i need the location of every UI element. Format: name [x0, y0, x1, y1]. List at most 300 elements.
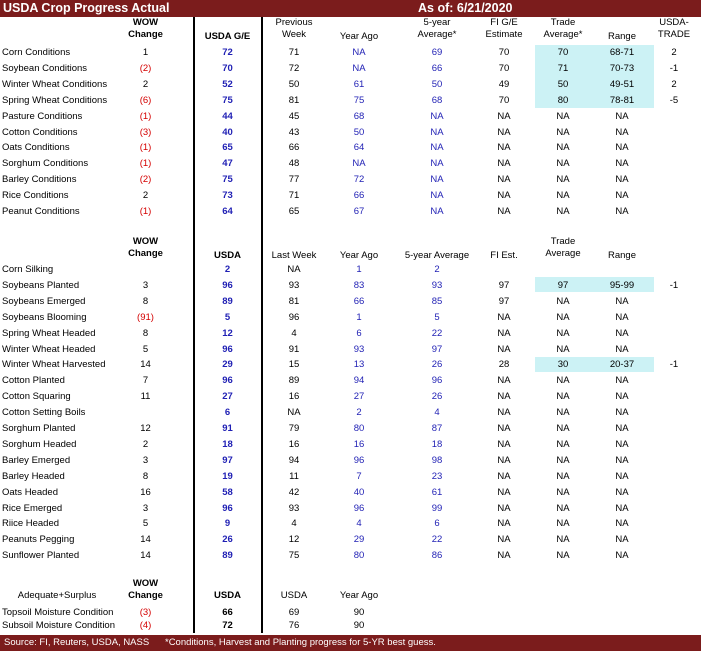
wow-change: 14 — [140, 359, 151, 370]
wow-change: 3 — [142, 455, 149, 466]
usda-actual: 73 — [222, 190, 233, 201]
usda-minus-trade — [652, 406, 696, 420]
usda-minus-trade — [652, 205, 696, 219]
wow-change: 14 — [140, 534, 151, 545]
year-ago: 27 — [353, 391, 365, 402]
usda-minus-trade — [652, 263, 696, 277]
year-ago: 96 — [353, 503, 365, 514]
usda-minus-trade — [652, 502, 696, 516]
s1-header-range — [591, 31, 653, 43]
fi-estimate: 70 — [498, 95, 510, 106]
trade-range: 49-51 — [609, 79, 635, 90]
trade-average: NA — [556, 471, 570, 482]
usda-minus-trade — [652, 517, 696, 531]
fi-estimate: 97 — [498, 296, 510, 307]
year-ago: 83 — [353, 280, 365, 291]
year-ago: 75 — [353, 95, 365, 106]
fi-estimate: NA — [497, 344, 511, 355]
usda-minus-trade — [652, 157, 696, 171]
fi-estimate: 97 — [498, 280, 510, 291]
row-label: Barley Headed — [2, 471, 65, 482]
wow-change: 16 — [140, 487, 151, 498]
trade-average: 70 — [557, 47, 569, 58]
usda-actual: 5 — [224, 312, 231, 323]
s1-header-prev-line: Week — [281, 29, 307, 40]
fi-estimate: NA — [497, 518, 511, 529]
wow-change: 1 — [142, 47, 149, 58]
fi-estimate: 70 — [498, 63, 510, 74]
last-week: 93 — [288, 503, 300, 514]
fi-estimate: NA — [497, 206, 511, 217]
year-ago: 61 — [353, 79, 365, 90]
row-label: Spring Wheat Conditions — [2, 95, 108, 106]
year-ago: 7 — [356, 471, 362, 482]
fi-estimate: NA — [497, 471, 511, 482]
footer-bar — [0, 635, 701, 651]
usda-actual: 12 — [222, 328, 233, 339]
year-ago: 13 — [353, 359, 365, 370]
year-ago: 80 — [353, 550, 365, 561]
usda-actual: 75 — [222, 95, 233, 106]
fi-estimate — [474, 263, 534, 277]
s1-header-wow-line: Change — [128, 29, 163, 40]
trade-average: NA — [556, 550, 570, 561]
year-ago: 1 — [356, 264, 362, 275]
last-week: 81 — [288, 296, 300, 307]
previous-week: 48 — [288, 158, 300, 169]
trade-range: 20-37 — [609, 359, 635, 370]
s1-header-avg5-line: 5-year — [423, 17, 451, 28]
row-label: Rice Emerged — [2, 503, 63, 514]
usda-actual: 47 — [222, 158, 233, 169]
year-ago: 29 — [353, 534, 365, 545]
s3-header-wow — [118, 578, 173, 602]
year-ago: 16 — [353, 439, 365, 450]
usda-actual: 9 — [224, 518, 231, 529]
five-year-average: 61 — [431, 487, 443, 498]
s2-header-wow-line: Change — [128, 248, 163, 259]
usda-actual: 6 — [224, 407, 231, 418]
year-ago: 68 — [353, 111, 365, 122]
trade-range — [591, 263, 653, 277]
previous-week: 43 — [288, 127, 300, 138]
five-year-average: 5 — [434, 312, 440, 323]
s1-header-actual-line: USDA G/E — [204, 31, 251, 42]
s2-header-yago — [330, 250, 388, 262]
trade-average: NA — [556, 487, 570, 498]
five-year-average: 2 — [434, 264, 440, 275]
usda-actual: 2 — [224, 264, 231, 275]
fi-estimate: NA — [497, 174, 511, 185]
s1-header-fi-line: Estimate — [485, 29, 523, 40]
s2-header-range-line: Range — [608, 250, 636, 261]
usda-actual: 72 — [222, 620, 233, 631]
trade-average: NA — [556, 375, 570, 386]
trade-range: NA — [615, 423, 629, 434]
trade-range: 68-71 — [609, 47, 635, 58]
s2-header-wow — [118, 236, 173, 260]
s2-header-avg5-line: 5-year Average — [404, 250, 470, 261]
usda-actual: 96 — [222, 375, 233, 386]
s3-header-actual-line: USDA — [214, 590, 241, 601]
fi-estimate: NA — [497, 391, 511, 402]
five-year-average: 50 — [431, 79, 443, 90]
row-label: Sunflower Planted — [2, 550, 80, 561]
usda-actual: 75 — [222, 174, 233, 185]
wow-change: 7 — [142, 375, 149, 386]
last-week: 15 — [288, 359, 300, 370]
fi-estimate: NA — [497, 127, 511, 138]
usda-actual: 70 — [222, 63, 233, 74]
trade-average: NA — [556, 518, 570, 529]
s3-header-yago-line: Year Ago — [339, 590, 379, 601]
s3-header-label — [2, 590, 112, 602]
row-label: Rice Conditions — [2, 190, 69, 201]
usda-minus-trade: -5 — [669, 95, 679, 106]
fi-estimate: NA — [497, 190, 511, 201]
year-ago: 1 — [356, 312, 362, 323]
trade-range: NA — [615, 127, 629, 138]
last-week: 11 — [289, 471, 299, 482]
last-week: 89 — [288, 375, 300, 386]
trade-range: NA — [615, 328, 629, 339]
s1-header-diff-line: TRADE — [657, 29, 691, 40]
usda-actual: 65 — [222, 142, 233, 153]
last-week: 42 — [288, 487, 300, 498]
trade-average: NA — [556, 391, 570, 402]
trade-range: NA — [615, 174, 629, 185]
row-label: Riice Headed — [2, 518, 60, 529]
s1-header-diff-line: USDA- — [659, 17, 689, 28]
row-label: Cotton Setting Boils — [2, 407, 86, 418]
report-title: USDA Crop Progress Actual — [3, 1, 170, 15]
five-year-average: 99 — [431, 503, 443, 514]
column-divider — [193, 17, 195, 633]
usda-minus-trade: -1 — [669, 63, 679, 74]
fi-estimate: NA — [497, 534, 511, 545]
fi-estimate: NA — [497, 487, 511, 498]
five-year-average: 68 — [431, 95, 443, 106]
trade-average: NA — [556, 312, 570, 323]
usda-minus-trade — [652, 549, 696, 563]
s2-header-wow-line: WOW — [132, 236, 159, 247]
fi-estimate: NA — [497, 142, 511, 153]
row-label: Soybean Conditions — [2, 63, 88, 74]
s2-header-fi — [474, 250, 534, 262]
wow-change: (4) — [139, 620, 152, 631]
five-year-average: 18 — [431, 439, 443, 450]
fi-estimate: 49 — [498, 79, 510, 90]
trade-average: 50 — [557, 79, 569, 90]
s3-header-actual — [199, 590, 256, 602]
wow-change: 8 — [142, 328, 149, 339]
trade-range: NA — [615, 111, 629, 122]
usda-minus-trade — [652, 110, 696, 124]
trade-average: NA — [556, 190, 570, 201]
fi-estimate: NA — [497, 375, 511, 386]
five-year-average: NA — [430, 206, 444, 217]
wow-change: (1) — [139, 158, 152, 169]
s2-header-actual-line: USDA — [214, 250, 241, 261]
wow-change: 11 — [140, 391, 151, 402]
last-week: 16 — [288, 439, 300, 450]
wow-change: 2 — [142, 190, 149, 201]
wow-change: 8 — [142, 471, 149, 482]
s1-header-trade-line: Average* — [543, 29, 583, 40]
year-ago: 93 — [353, 344, 365, 355]
trade-average: NA — [556, 439, 570, 450]
wow-change: (2) — [139, 63, 152, 74]
trade-range: NA — [615, 391, 629, 402]
row-label: Soybeans Blooming — [2, 312, 87, 323]
trade-average: NA — [556, 328, 570, 339]
trade-range: NA — [615, 455, 629, 466]
trade-average: NA — [556, 407, 570, 418]
usda-actual: 18 — [222, 439, 233, 450]
wow-change: 2 — [142, 79, 149, 90]
usda-minus-trade — [652, 189, 696, 203]
fi-estimate: NA — [497, 407, 511, 418]
s1-header-prev-line: Previous — [275, 17, 313, 28]
previous-week: 81 — [288, 95, 300, 106]
usda-actual: 91 — [222, 423, 233, 434]
usda-actual: 96 — [222, 344, 233, 355]
year-ago: NA — [352, 158, 366, 169]
usda-minus-trade — [652, 390, 696, 404]
previous-week: 72 — [288, 63, 300, 74]
trade-average: NA — [556, 455, 570, 466]
five-year-average: NA — [430, 111, 444, 122]
usda-minus-trade — [652, 533, 696, 547]
as-of-date: As of: 6/21/2020 — [418, 1, 513, 15]
s1-header-yago — [330, 31, 388, 43]
s3-header-wow-line: WOW — [132, 578, 159, 589]
year-ago: 40 — [353, 487, 365, 498]
trade-range: NA — [615, 142, 629, 153]
s1-header-fi-line: FI G/E — [490, 17, 518, 28]
trade-average: NA — [556, 296, 570, 307]
previous-week: 77 — [288, 174, 300, 185]
year-ago: 67 — [353, 206, 365, 217]
previous-week: 66 — [288, 142, 300, 153]
year-ago: 96 — [353, 455, 365, 466]
usda-minus-trade — [652, 343, 696, 357]
wow-change: (1) — [139, 111, 152, 122]
usda-minus-trade — [652, 141, 696, 155]
year-ago: 94 — [353, 375, 365, 386]
five-year-average: NA — [430, 158, 444, 169]
s2-header-prev-line: Last Week — [271, 250, 317, 261]
trade-range: NA — [615, 344, 629, 355]
year-ago: 90 — [353, 607, 365, 618]
s2-header-yago-line: Year Ago — [339, 250, 379, 261]
year-ago: NA — [352, 63, 366, 74]
usda-minus-trade — [652, 486, 696, 500]
trade-average: NA — [556, 142, 570, 153]
wow-change: (1) — [139, 142, 152, 153]
usda-actual: 96 — [222, 503, 233, 514]
row-label: Barley Emerged — [2, 455, 71, 466]
five-year-average: NA — [430, 190, 444, 201]
wow-change: 8 — [142, 296, 149, 307]
usda-minus-trade — [652, 311, 696, 325]
last-week: 91 — [288, 344, 300, 355]
last-week: 79 — [288, 423, 300, 434]
five-year-average: 96 — [431, 375, 443, 386]
previous-week: 65 — [288, 206, 300, 217]
trade-average: 30 — [557, 359, 569, 370]
usda-actual: 64 — [222, 206, 233, 217]
trade-range: NA — [615, 534, 629, 545]
five-year-average: 85 — [431, 296, 443, 307]
usda-actual: 72 — [222, 47, 233, 58]
s2-header-fi-line: FI Est. — [490, 250, 518, 261]
s2-header-prev — [262, 250, 326, 262]
usda-minus-trade — [652, 173, 696, 187]
row-label: Winter Wheat Conditions — [2, 79, 108, 90]
title-bar — [0, 0, 701, 17]
wow-change — [118, 263, 173, 277]
wow-change: 3 — [142, 280, 149, 291]
s2-header-trade — [536, 236, 590, 260]
s2-header-actual — [199, 250, 256, 262]
trade-average: NA — [556, 503, 570, 514]
s3-header-label-line: Adequate+Surplus — [17, 590, 97, 601]
fi-estimate: NA — [497, 312, 511, 323]
five-year-average: 66 — [431, 63, 443, 74]
fi-estimate: NA — [497, 439, 511, 450]
year-ago: 2 — [356, 407, 362, 418]
s1-header-actual — [199, 31, 256, 43]
previous-week: 71 — [288, 190, 300, 201]
wow-change: 14 — [140, 550, 151, 561]
five-year-average: 87 — [431, 423, 443, 434]
fi-estimate: NA — [497, 455, 511, 466]
last-week: NA — [287, 407, 301, 418]
trade-range: 95-99 — [609, 280, 635, 291]
usda-minus-trade: -1 — [669, 359, 679, 370]
year-ago: 66 — [353, 296, 365, 307]
fi-estimate: NA — [497, 111, 511, 122]
five-year-average: 69 — [431, 47, 443, 58]
usda-actual: 19 — [222, 471, 233, 482]
s1-header-range-line: Range — [608, 31, 636, 42]
last-week: 75 — [288, 550, 300, 561]
usda-actual: 29 — [222, 359, 233, 370]
row-label: Barley Conditions — [2, 174, 77, 185]
wow-change: (1) — [139, 206, 152, 217]
row-label: Peanut Conditions — [2, 206, 80, 217]
wow-change: (91) — [137, 312, 154, 323]
usda-actual: 89 — [222, 296, 233, 307]
usda-minus-trade — [652, 438, 696, 452]
usda-actual: 52 — [222, 79, 233, 90]
s2-header-trade-line: Average — [545, 248, 581, 259]
row-label: Pasture Conditions — [2, 111, 83, 122]
trade-average: NA — [556, 158, 570, 169]
row-label: Topsoil Moisture Condition — [2, 607, 114, 618]
trade-range: NA — [615, 439, 629, 450]
previous-week: 50 — [288, 79, 300, 90]
s2-header-trade-line: Trade — [550, 236, 576, 247]
usda-actual: 66 — [222, 607, 233, 618]
usda-minus-trade: 2 — [671, 47, 677, 58]
s1-header-trade — [536, 17, 590, 41]
row-label: Oats Headed — [2, 487, 58, 498]
trade-range: NA — [615, 471, 629, 482]
previous-week: 45 — [288, 111, 300, 122]
row-label: Sorghum Conditions — [2, 158, 89, 169]
trade-average: 80 — [557, 95, 569, 106]
wow-change — [118, 406, 173, 420]
year-ago: 64 — [353, 142, 365, 153]
fi-estimate: NA — [497, 550, 511, 561]
usda-minus-trade — [652, 422, 696, 436]
usda-minus-trade — [652, 126, 696, 140]
five-year-average: 98 — [431, 455, 443, 466]
s1-header-avg5-line: Average* — [417, 29, 457, 40]
last-week: 96 — [288, 312, 300, 323]
wow-change: 3 — [142, 503, 149, 514]
trade-range: NA — [615, 158, 629, 169]
usda-actual: 96 — [222, 280, 233, 291]
trade-range: NA — [615, 190, 629, 201]
last-week: 16 — [288, 391, 300, 402]
wow-change: (3) — [139, 127, 152, 138]
usda-minus-trade — [652, 327, 696, 341]
year-ago: 66 — [353, 190, 365, 201]
trade-range: 78-81 — [609, 95, 635, 106]
trade-range: NA — [615, 312, 629, 323]
usda-actual: 26 — [222, 534, 233, 545]
trade-average: 71 — [557, 63, 569, 74]
five-year-average: NA — [430, 174, 444, 185]
s1-header-fi — [474, 17, 534, 41]
five-year-average: 97 — [431, 344, 443, 355]
row-label: Soybeans Planted — [2, 280, 80, 291]
fi-estimate: 28 — [498, 359, 510, 370]
fi-estimate: NA — [497, 328, 511, 339]
s2-header-avg5 — [392, 250, 482, 262]
last-week: 4 — [291, 518, 297, 529]
row-label: Corn Silking — [2, 264, 54, 275]
fi-estimate: NA — [497, 423, 511, 434]
five-year-average: 6 — [434, 518, 440, 529]
s1-header-wow-line: WOW — [132, 17, 159, 28]
s1-header-yago-line: Year Ago — [339, 31, 379, 42]
footer-sources: Source: FI, Reuters, USDA, NASS — [4, 637, 150, 648]
s1-header-diff — [652, 17, 696, 41]
usda-actual: 58 — [222, 487, 233, 498]
five-year-average: NA — [430, 142, 444, 153]
year-ago: NA — [352, 47, 366, 58]
s3-header-wow-line: Change — [128, 590, 163, 601]
s1-header-avg5 — [392, 17, 482, 41]
row-label: Soybeans Emerged — [2, 296, 86, 307]
previous-week: 76 — [288, 620, 300, 631]
previous-week: 71 — [288, 47, 300, 58]
row-label: Peanuts Pegging — [2, 534, 75, 545]
trade-range: NA — [615, 550, 629, 561]
s3-header-yago — [330, 590, 388, 602]
row-label: Winter Wheat Headed — [2, 344, 96, 355]
fi-estimate: 70 — [498, 47, 510, 58]
trade-range: NA — [615, 487, 629, 498]
five-year-average: 22 — [431, 328, 443, 339]
usda-minus-trade: -1 — [669, 280, 679, 291]
trade-average: NA — [556, 174, 570, 185]
usda-actual: 40 — [222, 127, 233, 138]
